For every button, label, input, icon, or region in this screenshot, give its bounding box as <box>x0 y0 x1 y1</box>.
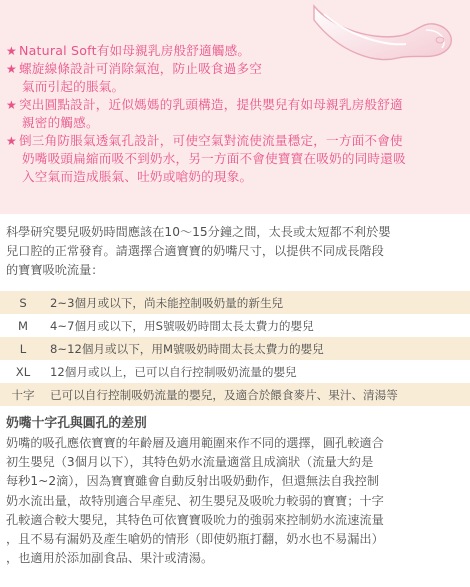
feature-line: 突出圓點設計，近似媽媽的乳頭構造，提供嬰兒有如母親乳房般舒適 <box>19 97 403 112</box>
table-row <box>0 337 470 360</box>
feature-line: 入空氣而造成脹氣、吐奶或嗆奶的現象。 <box>22 169 253 184</box>
size-code: XL <box>15 364 31 379</box>
explain-line: 每秒1~2滴），因為寶寶雖會自動反射出吸奶動作，但還無法自我控制 <box>6 474 380 489</box>
explain-paragraph <box>6 434 466 568</box>
size-description: 2~3個月或以下，尚未能控制吸奶量的新生兒 <box>50 295 284 310</box>
feature-item <box>6 42 466 60</box>
table-row <box>0 291 470 314</box>
explain-line: 初生嬰兒（3個月以下），其特色奶水流量適當且成滴狀（流量大約是 <box>6 455 374 470</box>
explain-line: ，也適用於添加副食品、果汁或清湯。 <box>6 551 214 566</box>
feature-line: 奶嘴吸頭扁縮而吸不到奶水，另一方面不會使寶寶在吸奶的同時還吸 <box>22 151 406 166</box>
feature-line: Natural Soft有如母親乳房般舒適觸感。 <box>19 43 251 58</box>
star-icon: ★ <box>6 62 17 76</box>
size-code: S <box>19 295 27 310</box>
feature-line: 倒三角防脹氣透氣孔設計，可使空氣對流使流量穩定，一方面不會使 <box>19 133 403 148</box>
size-table <box>0 291 470 406</box>
size-code: M <box>17 318 28 333</box>
size-description: 已可以自行控制吸奶流量的嬰兒，及適合於餵食麥片、果汁、清湯等 <box>50 387 398 402</box>
size-description: 12個月或以上，已可以自行控制吸奶流量的嬰兒 <box>50 364 297 379</box>
explain-line: 孔較適合較大嬰兒，其特色可依寶寶吸吮力的強弱來控制奶水流速流量 <box>6 512 384 527</box>
feature-item <box>6 60 466 96</box>
feature-item <box>6 132 466 186</box>
feature-item <box>6 96 466 132</box>
feature-list <box>6 42 466 186</box>
explain-line: 奶水流出量，故特別適合早產兒、初生嬰兒及吸吮力較弱的寶寶；十字 <box>6 493 384 508</box>
star-icon: ★ <box>6 44 17 58</box>
size-description: 8~12個月或以下，用M號吸奶時間太長太費力的嬰兒 <box>50 341 324 356</box>
table-row <box>0 383 470 406</box>
size-code: 十字 <box>11 387 35 402</box>
size-code: L <box>19 341 27 356</box>
feature-line: 螺旋線條設計可消除氣泡，防止吸食過多空 <box>19 61 263 76</box>
feature-box <box>0 0 470 214</box>
size-description: 4~7個月或以下，用S號吸奶時間太長太費力的嬰兒 <box>50 318 314 333</box>
intro-line: 科學研究嬰兒吸奶時間應該在10～15分鐘之間，太長或太短都不利於嬰 <box>6 225 391 239</box>
intro-line: 的寶寶吸吮流量： <box>6 263 104 277</box>
section-title: 奶嘴十字孔與圓孔的差別 <box>6 416 147 431</box>
feature-line: 氣而引起的脹氣。 <box>22 79 125 94</box>
table-row <box>0 360 470 383</box>
intro-line: 兒口腔的正常發育。請選擇合適寶寶的奶嘴尺寸，以提供不同成長階段 <box>6 244 384 258</box>
intro-paragraph <box>6 223 466 280</box>
star-icon: ★ <box>6 134 17 148</box>
table-row <box>0 314 470 337</box>
star-icon: ★ <box>6 98 17 112</box>
explain-line: 奶嘴的吸孔應依寶寶的年齡層及適用範圍來作不同的選擇，圓孔較適合 <box>6 436 384 450</box>
feature-line: 親密的觸感。 <box>22 115 99 130</box>
explain-line: ，且不易有漏奶及產生嗆奶的情形（即使奶瓶打翻，奶水也不易漏出） <box>6 532 384 547</box>
